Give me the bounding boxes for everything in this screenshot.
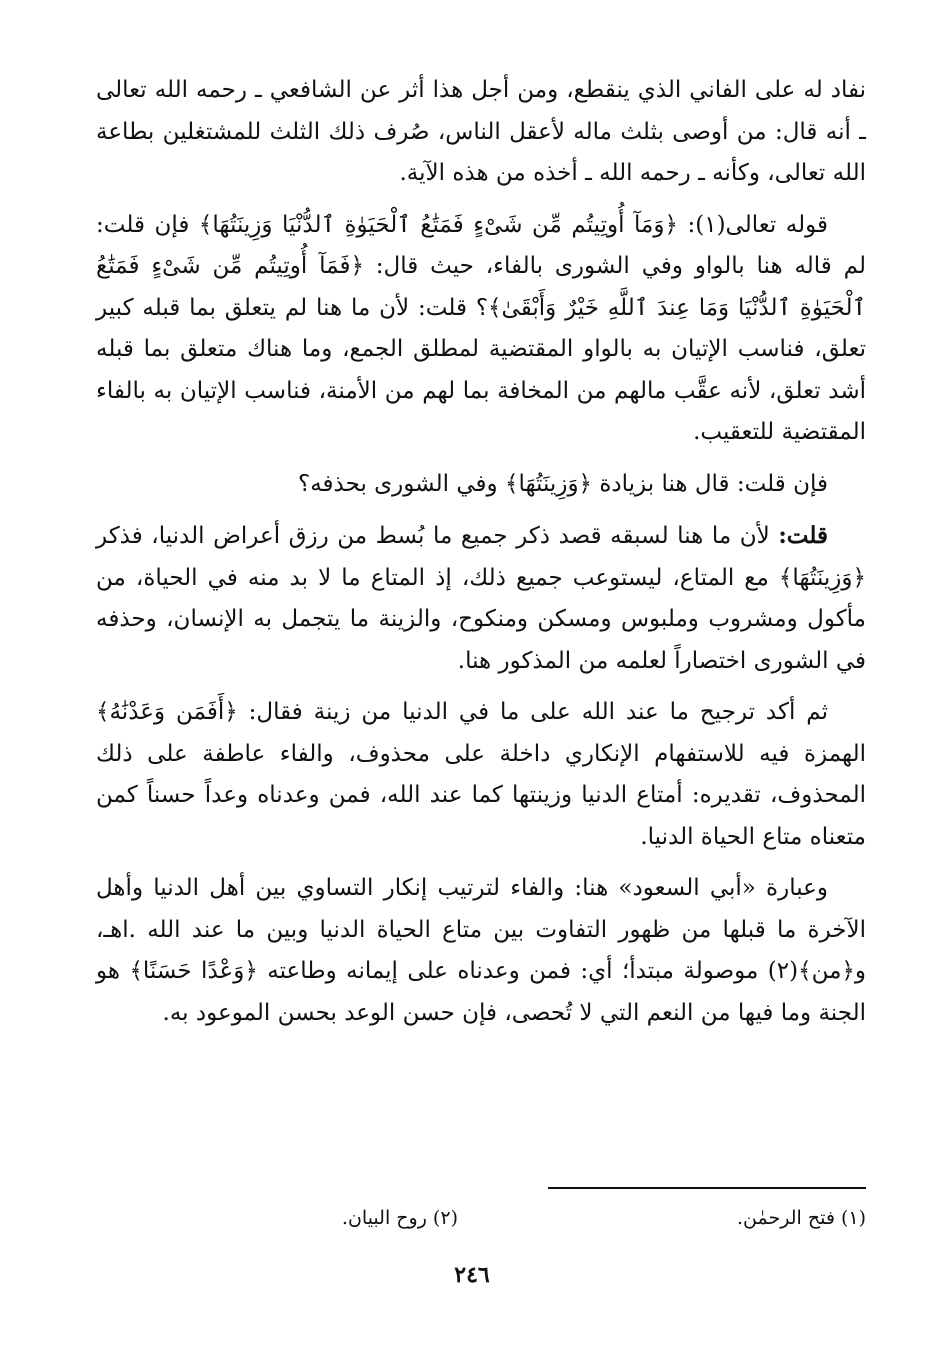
footnote-2: (٢) روح البيان. <box>341 1207 458 1229</box>
paragraph-4 <box>96 515 866 682</box>
paragraph-3: فإن قلت: قال هنا بزيادة ﴿وَزِينَتُهَا﴾ وفي الشورى بحذفه؟ <box>298 470 828 497</box>
paragraph-2: قوله تعالى(١): ﴿وَمَآ أُوتِيتُم مِّن شَىْءٍ فَمَتَٰعُ ٱلْحَيَوٰةِ ٱلدُّنْيَا وَزِينَتُهَا﴾ فإن قلت: لم قاله هنا بالواو وفي الشورى بالفاء، حيث قال: ﴿فَمَآ أُوتِيتُم مِّن شَىْءٍ فَمَتَٰعُ ٱلْحَيَوٰةِ ٱلدُّنْيَا وَمَا عِندَ ٱللَّهِ خَيْرٌ وَأَبْقَىٰ﴾؟ قلت: لأن ما هنا لم يتعلق بما قبله كبير تعلق، فناسب الإتيان به بالواو المقتضية لمطلق الجمع، وما هناك متعلق بما قبله أشد تعلق، لأنه عقَّب مالهم من المخافة بما لهم من الأمنة، فناسب الإتيان به بالفاء المقتضية للتعقيب. <box>96 211 866 445</box>
paragraph-4-lead: قلت: <box>778 522 828 549</box>
page-body <box>96 70 866 1034</box>
paragraph-1: نفاد له على الفاني الذي ينقطع، ومن أجل هذا أثر عن الشافعي ـ رحمه الله تعالى ـ أنه قال: من أوصى بثلث ماله لأعقل الناس، صُرف ذلك الثلث للمشتغلين بطاعة الله تعالى، وكأنه ـ رحمه الله ـ أخذه من هذه الآية. <box>96 77 866 186</box>
paragraph-5: ثم أكد ترجيح ما عند الله على ما في الدنيا من زينة فقال: ﴿أَفَمَن وَعَدْنَٰهُ﴾ الهمزة فيه للاستفهام الإنكاري داخلة على محذوف، والفاء عاطفة على ذلك المحذوف، تقديره: أمتاع الدنيا وزينتها كما عند الله، فمن وعدناه وعداً حسناً كمن متعناه متاع الحياة الدنيا. <box>96 699 866 850</box>
paragraph-4-text: لأن ما هنا لسبقه قصد ذكر جميع ما بُسط من رزق أعراض الدنيا، فذكر ﴿وَزِينَتُهَا﴾ مع المتاع، ليستوعب جميع ذلك، إذ المتاع ما لا بد منه في الحياة، من مأكول ومشروب وملبوس ومسكن ومنكوح، والزينة ما يتجمل به الإنسان، وحذفه في الشورى اختصاراً لعلمه من المذكور هنا. <box>96 523 866 674</box>
page-number: ٢٤٦ <box>454 1262 490 1288</box>
paragraph-6: وعبارة «أبي السعود» هنا: والفاء لترتيب إنكار التساوي بين أهل الدنيا وأهل الآخرة ما قبلها من ظهور التفاوت بين متاع الحياة الدنيا وبين ما عند الله .اهـ، و﴿من﴾(٢) موصولة مبتدأ؛ أي: فمن وعدناه على إيمانه وطاعته ﴿وَعْدًا حَسَنًا﴾ هو الجنة وما فيها من النعم التي لا تُحصى، فإن حسن الوعد بحسن الموعود به. <box>96 875 866 1026</box>
footnote-divider <box>548 1187 866 1189</box>
footnote-1: (١) فتح الرحمٰن. <box>737 1207 866 1229</box>
